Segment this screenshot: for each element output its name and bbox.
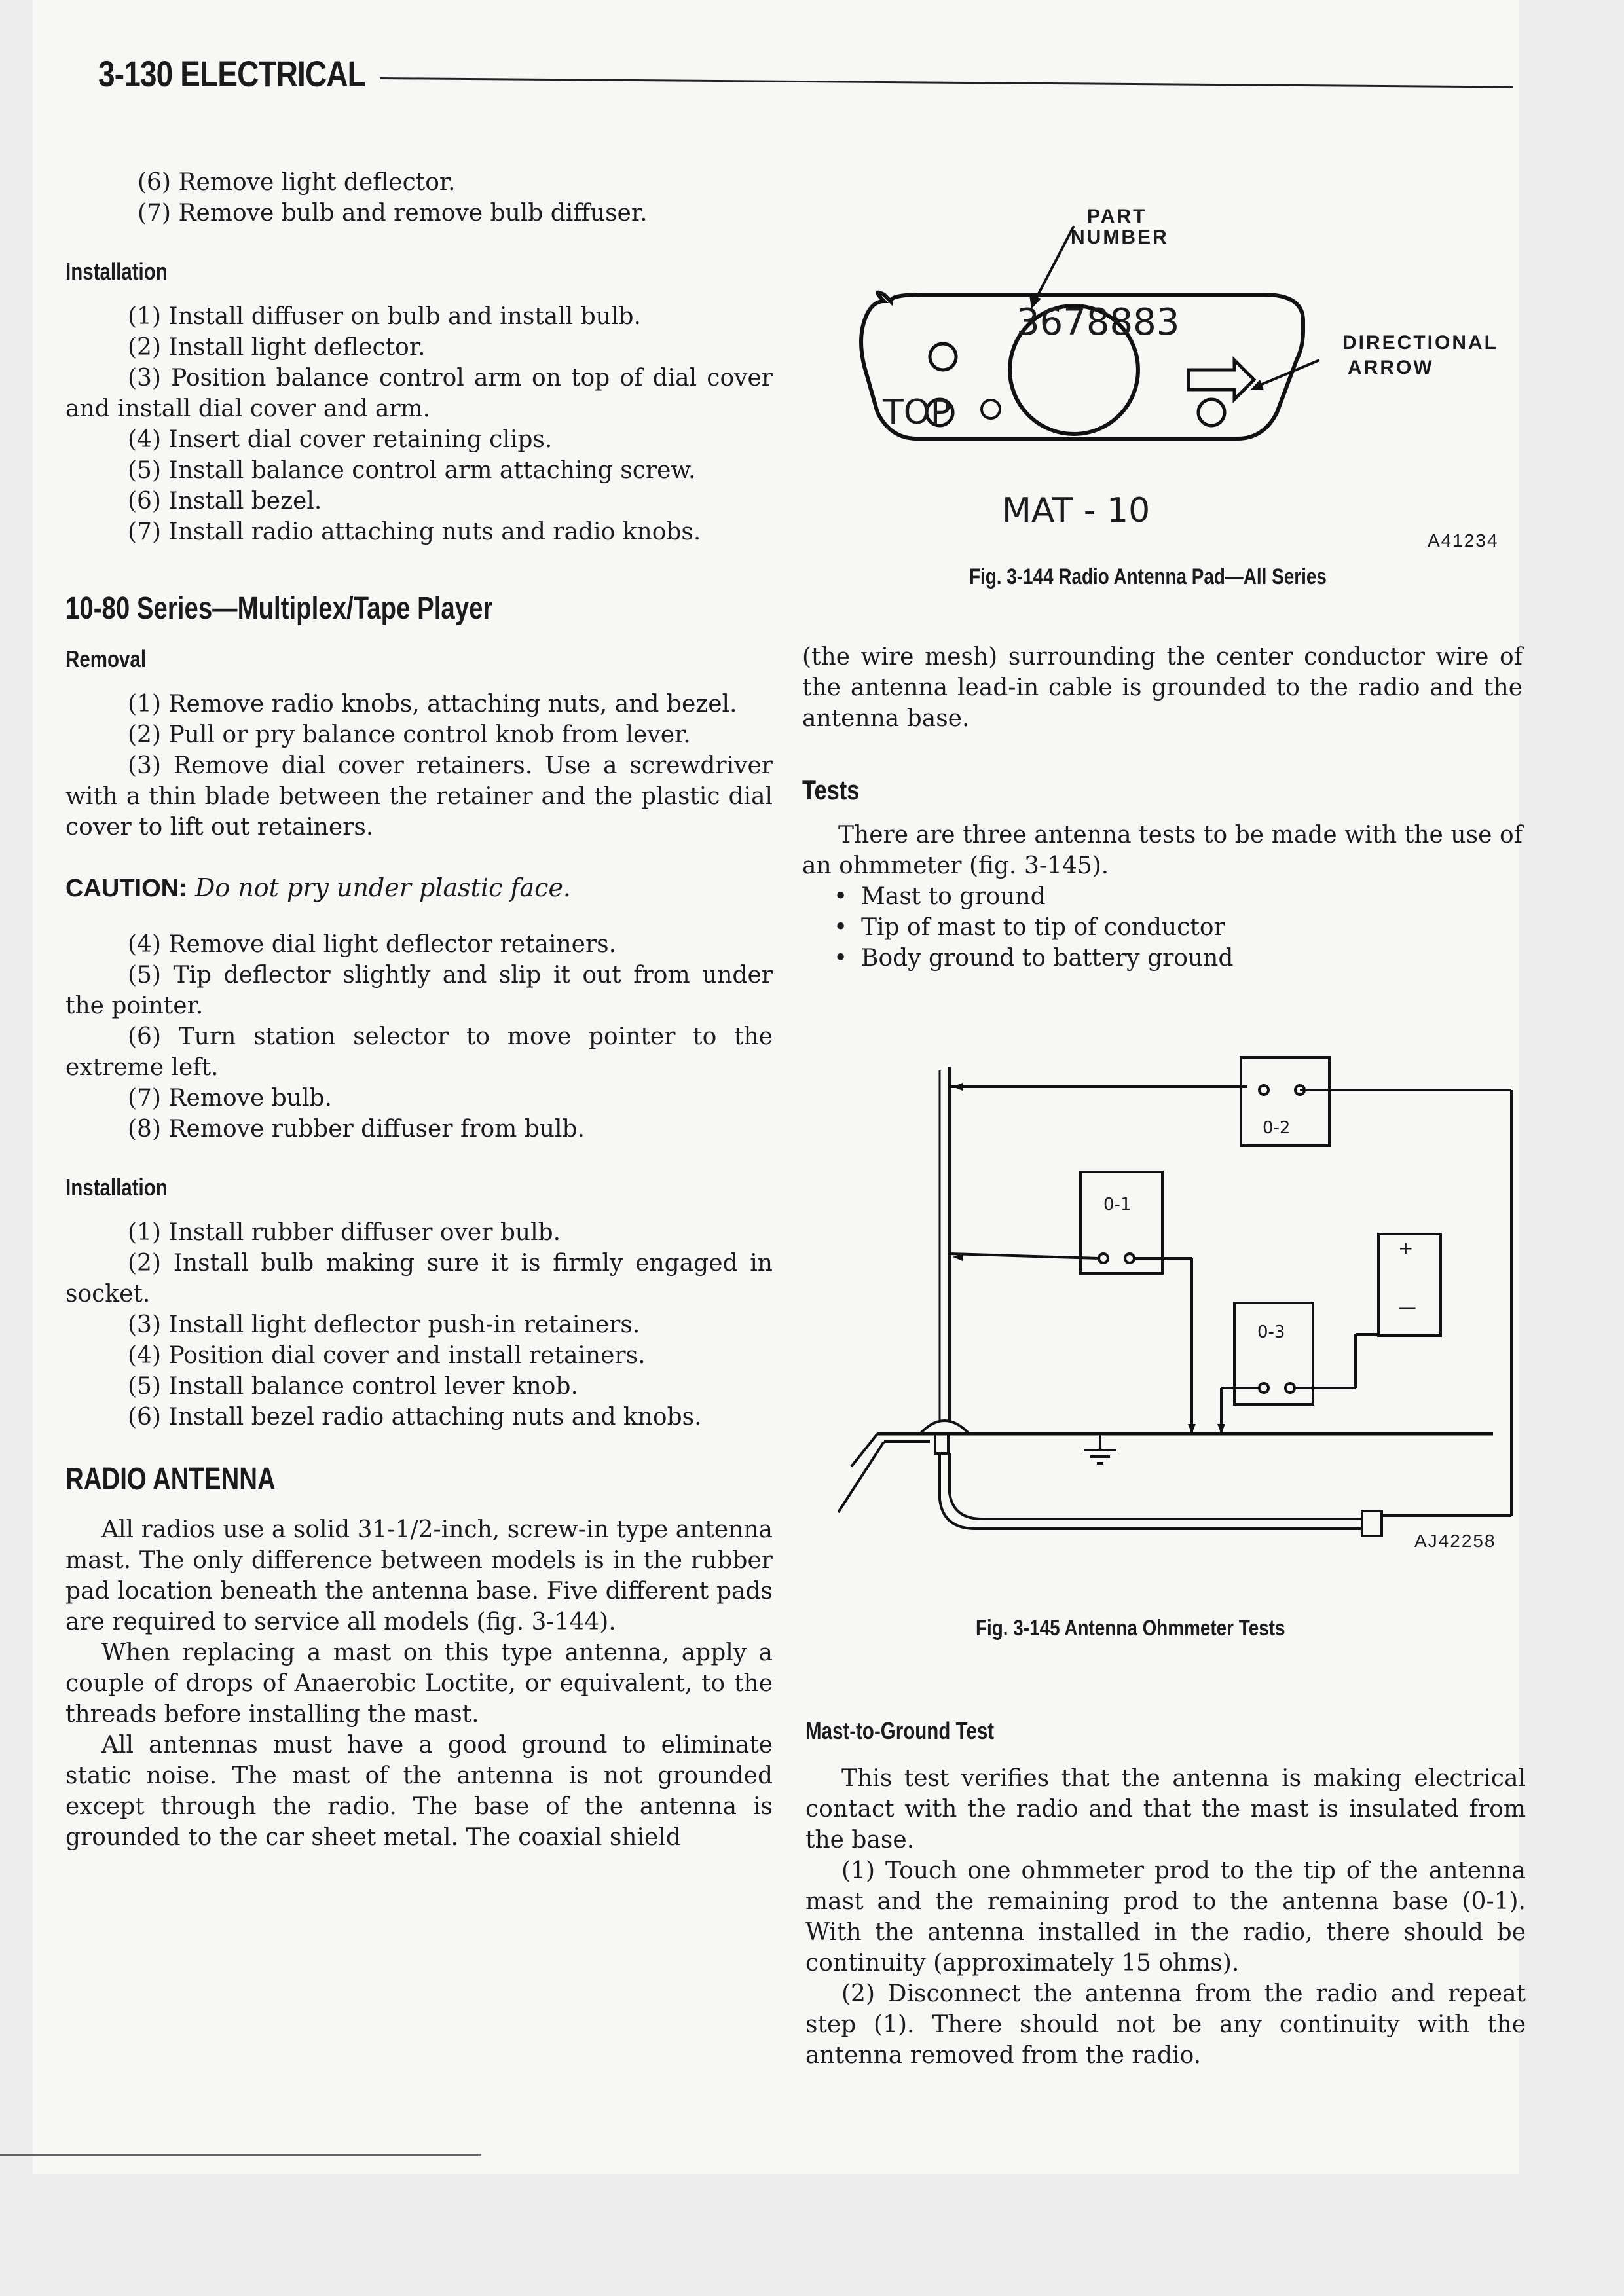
leader-line [1035, 226, 1074, 301]
test-lead [950, 1254, 1099, 1258]
paragraph: This test verifies that the antenna is making electrical contact with the radio and that the mast is insulated from the base. [805, 1765, 1526, 1853]
right-column-lower [805, 1715, 1526, 2071]
step: (6) Turn station selector to move pointer to the extreme left. [65, 1023, 773, 1081]
step: (3) Position balance control arm on top of dial cover and install dial cover and arm. [65, 365, 773, 422]
step: (7) Remove bulb and remove bulb diffuser. [138, 200, 648, 227]
arrowhead [953, 1083, 963, 1091]
step: (6) Install bezel. [128, 488, 322, 515]
paragraph: All antennas must have a good ground to eliminate static noise. The mast of the antenna is not grounded except through the radio. The base of the antenna is grounded to the car sheet metal. The coaxial shield [65, 1732, 773, 1851]
step: (2) Pull or pry balance control knob from lever. [128, 721, 691, 748]
antenna-connector [1362, 1511, 1382, 1536]
page-title: 3-130 ELECTRICAL [98, 53, 365, 94]
directional-arrow-icon [1189, 360, 1254, 399]
step: (8) Remove rubber diffuser from bulb. [128, 1116, 585, 1142]
battery-negative-label: — [1398, 1296, 1416, 1318]
header-rule [380, 77, 1513, 88]
step: (1) Install rubber diffuser over bulb. [128, 1219, 561, 1246]
list-item: • Body ground to battery ground [802, 943, 1522, 974]
figure-caption: Fig. 3-144 Radio Antenna Pad—All Series [969, 564, 1327, 589]
top-marker [982, 400, 1000, 418]
page-header [98, 46, 1532, 118]
step: (2) Install light deflector. [128, 334, 426, 361]
top-label: TOP [883, 393, 951, 432]
step: (4) Position dial cover and install retainers. [128, 1342, 646, 1369]
meter-label: 0-1 [1103, 1195, 1132, 1214]
step: (6) Install bezel radio attaching nuts and knobs. [128, 1404, 702, 1430]
part-number: 3678883 [1016, 301, 1180, 344]
paragraph: There are three antenna tests to be made with the use of an ohmmeter (fig. 3-145). [802, 822, 1522, 879]
tests-heading: Tests [802, 774, 860, 805]
list-item: • Tip of mast to tip of conductor [802, 912, 1522, 943]
mat-label: MAT - 10 [1002, 491, 1151, 530]
step: (1) Install diffuser on bulb and install bulb. [128, 303, 641, 330]
pad-hole [930, 344, 956, 370]
pad-hole [1198, 399, 1225, 426]
right-column [802, 642, 1522, 974]
removal-heading: Removal [65, 646, 147, 672]
step: (7) Install radio attaching nuts and radio knobs. [128, 519, 701, 545]
left-column [65, 167, 773, 1853]
step: (7) Remove bulb. [128, 1085, 332, 1112]
step: (4) Insert dial cover retaining clips. [128, 426, 553, 453]
step: (1) Remove radio knobs, attaching nuts, and bezel. [128, 691, 737, 718]
ohmmeter-test-diagram [838, 1041, 1532, 1565]
section-heading: 10-80 Series—Multiplex/Tape Player [65, 591, 493, 626]
part-number-label: PART NUMBER [1071, 206, 1169, 248]
step: (6) Remove light deflector. [138, 169, 456, 196]
directional-arrow-label: DIRECTIONAL ARROW [1342, 332, 1498, 378]
paragraph: (2) Disconnect the antenna from the radio and repeat step (1). There should not be any continuity with the antenna removed from the radio. [805, 1980, 1526, 2069]
step: (5) Tip deflector slightly and slip it out from under the pointer. [65, 962, 773, 1019]
step: (3) Install light deflector push-in retainers. [128, 1311, 640, 1338]
step: (5) Install balance control lever knob. [128, 1373, 578, 1400]
figure-caption: Fig. 3-145 Antenna Ohmmeter Tests [976, 1616, 1285, 1641]
paragraph: When replacing a mast on this type antenna, apply a couple of drops of Anaerobic Loctite, or equivalent, to the threads before installing the mast. [65, 1639, 773, 1728]
list-item: • Mast to ground [802, 881, 1522, 912]
figure-code: AJ42258 [1414, 1531, 1496, 1551]
battery-positive-label: + [1398, 1237, 1414, 1259]
caution-text: Do not pry under plastic face. [194, 873, 572, 902]
step: (3) Remove dial cover retainers. Use a screwdriver with a thin blade between the retainer and the plastic dial cover to lift out retainers. [65, 752, 773, 841]
figure-code: A41234 [1428, 530, 1499, 551]
figure-3-144 [845, 196, 1513, 563]
paragraph: (1) Touch one ohmmeter prod to the tip of the antenna mast and the remaining prod to the antenna base (0-1). With the antenna installed in the radio, there should be continuity (approximately 15 ohms). [805, 1857, 1526, 1977]
caution-label: CAUTION: [65, 875, 187, 902]
paragraph: All radios use a solid 31-1/2-inch, screw-in type antenna mast. The only difference between models is in the rubber pad location beneath the antenna base. Five different pads are required to service all models (fig. 3-144). [65, 1516, 773, 1635]
meter-label: 0-3 [1257, 1322, 1285, 1342]
installation-heading: Installation [65, 1174, 168, 1201]
antenna-base [920, 1421, 969, 1434]
meter-label: 0-2 [1263, 1118, 1291, 1138]
coaxial-cable [940, 1453, 1362, 1529]
step: (2) Install bulb making sure it is firmly engaged in socket. [65, 1250, 773, 1307]
step: (4) Remove dial light deflector retainers. [128, 931, 617, 958]
caution-note [65, 873, 773, 904]
paragraph: (the wire mesh) surrounding the center conductor wire of the antenna lead-in cable is grounded to the radio and the antenna base. [802, 644, 1522, 732]
footer-rule [0, 2154, 481, 2156]
mast-to-ground-heading: Mast-to-Ground Test [805, 1717, 995, 1744]
antenna-heading: RADIO ANTENNA [65, 1462, 276, 1497]
installation-heading: Installation [65, 258, 168, 285]
figure-3-145 [838, 1041, 1532, 1565]
step: (5) Install balance control arm attaching screw. [128, 457, 696, 484]
